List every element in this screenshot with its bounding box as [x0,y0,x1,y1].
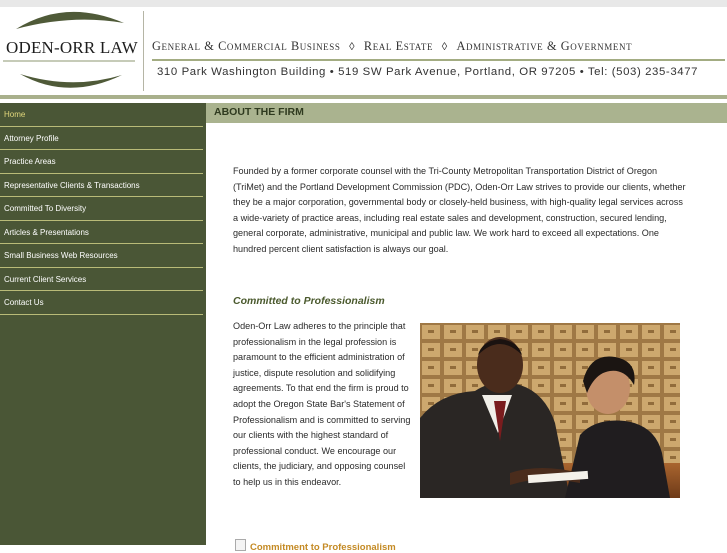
commitment-link[interactable] [235,539,396,553]
commitment-link-label[interactable]: Commitment to Professionalism [250,542,396,553]
nav-item-representative-clients[interactable]: Representative Clients & Transactions [0,174,203,198]
firm-logo[interactable] [2,10,138,94]
nav-item-home[interactable]: Home [0,103,203,127]
header-divider [143,11,144,91]
sidebar-nav [0,103,206,545]
nav-item-contact-us[interactable]: Contact Us [0,291,203,315]
top-strip [0,0,727,7]
site-header [0,7,727,95]
header-rule [152,59,725,61]
tagline-government: Administrative & Government [456,39,633,53]
meeting-photo [420,323,680,498]
firm-address: 310 Park Washington Building • 519 SW Park Avenue, Portland, OR 97205 • Tel: (503) 235-3477 [157,66,699,78]
practice-tagline [152,39,632,54]
nav-item-small-business-resources[interactable]: Small Business Web Resources [0,244,203,268]
section-title: ABOUT THE FIRM [214,106,304,118]
diamond-icon: ◊ [441,41,448,53]
professionalism-heading: Committed to Professionalism [233,295,385,307]
nav-item-committed-to-diversity[interactable]: Committed To Diversity [0,197,203,221]
intro-paragraph: Founded by a former corporate counsel with the Tri-County Metropolitan Transportation District of Oregon (TriMet) and the Portland Development Commission (PDC), Oden-Orr Law strives to provide our clients, whether they be a major corporation, governmental body or closely-held business, with high-quality legal services across a wide-variety of practice areas, including real estate sales and development, construction, secured lending, general corporate, administrative, municipal and public law. We work hard to exceed all expectations. One hundred percent client satisfaction is always our goal. [233,166,686,254]
tagline-real-estate: Real Estate [363,39,434,53]
nav-item-practice-areas[interactable]: Practice Areas [0,150,203,174]
logo-text: ODEN-ORR LAW [6,38,138,57]
diamond-icon: ◊ [349,41,356,53]
nav-item-current-client-services[interactable]: Current Client Services [0,268,203,292]
nav-item-attorney-profile[interactable]: Attorney Profile [0,127,203,151]
main-content [206,103,727,553]
nav-item-articles-presentations[interactable]: Articles & Presentations [0,221,203,245]
pdf-document-icon [235,539,246,551]
tagline-business: General & Commercial Business [152,39,341,53]
attorneys-meeting-image [420,323,680,498]
professionalism-paragraph: Oden-Orr Law adheres to the principle that professionalism in the legal profession is paramount to the efficient administration of justice, dispute resolution and solidifying agreements. To that end the firm is proud to adopt the Oregon State Bar's Statement of Professionalism and is committed to serving our clients with the highest standard of professional conduct. We encourage our clients, the judiciary, and opposing counsel to help us in this endeavor. [233,321,411,487]
section-header-bar [206,103,727,123]
